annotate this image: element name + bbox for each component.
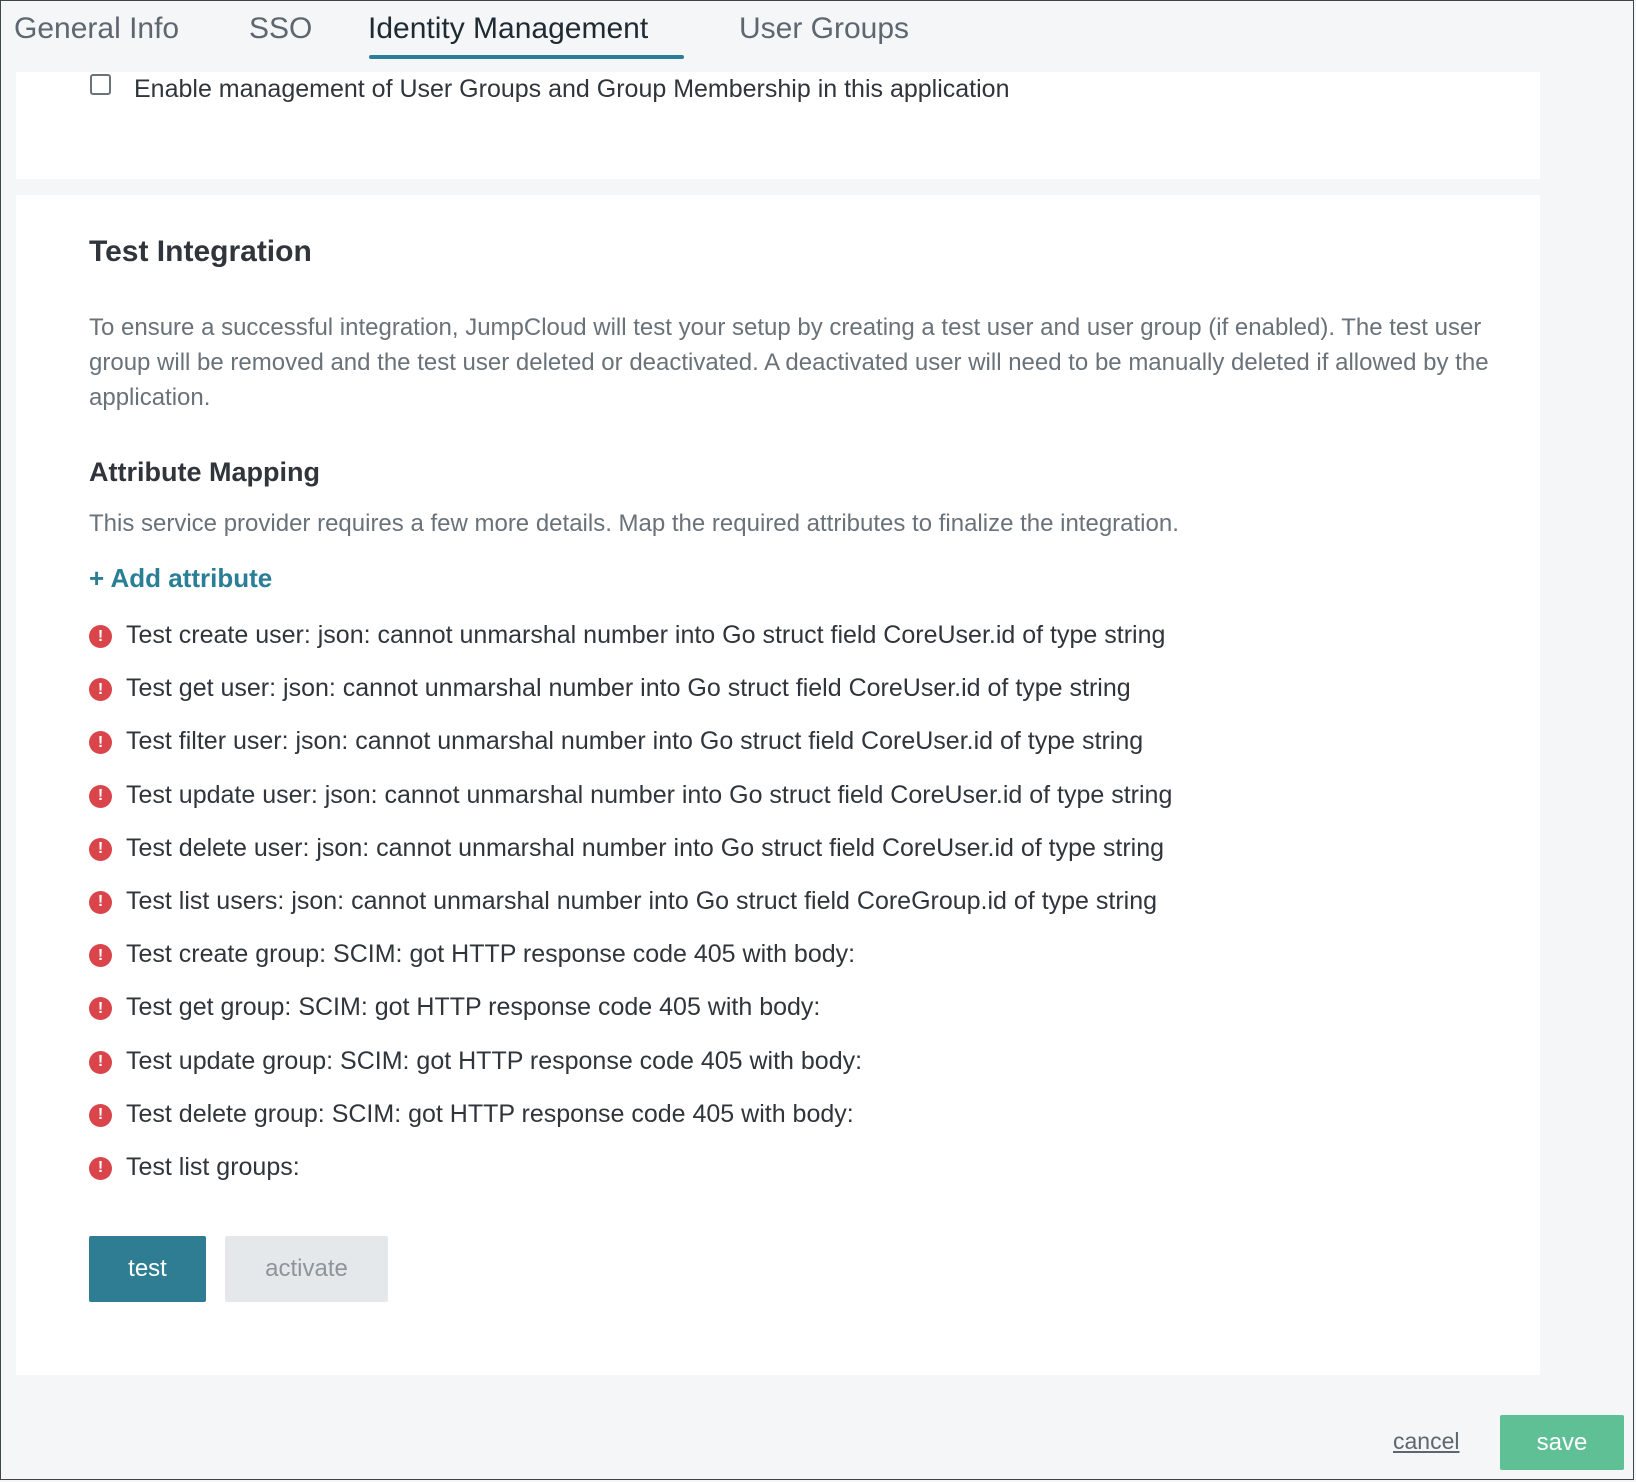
attribute-mapping-title: Attribute Mapping: [89, 457, 320, 487]
group-management-checkbox[interactable]: [90, 74, 111, 95]
error-item: [89, 1100, 1172, 1153]
exclamation-circle-icon: !: [89, 1104, 112, 1127]
error-item: [89, 887, 1172, 940]
group-management-card: [16, 72, 1540, 179]
exclamation-circle-icon: !: [89, 1051, 112, 1074]
tab-bar: [0, 0, 1636, 72]
error-item: [89, 940, 1172, 993]
exclamation-circle-icon: !: [89, 785, 112, 808]
active-tab-indicator: [369, 55, 684, 59]
exclamation-circle-icon: !: [89, 678, 112, 701]
error-text: Test update group: SCIM: got HTTP response code 405 with body:: [126, 1046, 863, 1075]
error-item: [89, 621, 1172, 674]
exclamation-circle-icon: !: [89, 731, 112, 754]
exclamation-circle-icon: !: [89, 838, 112, 861]
tab-user-groups[interactable]: User Groups: [739, 12, 910, 45]
error-text: Test list groups:: [126, 1152, 300, 1181]
error-item: [89, 781, 1172, 834]
attribute-mapping-description: This service provider requires a few more details. Map the required attributes to finalize the integration.: [89, 510, 1179, 537]
exclamation-circle-icon: !: [89, 891, 112, 914]
error-item: [89, 674, 1172, 727]
add-attribute-link[interactable]: + Add attribute: [89, 563, 273, 593]
error-item: [89, 1153, 1172, 1206]
error-text: Test list users: json: cannot unmarshal number into Go struct field CoreGroup.id of type string: [126, 886, 1158, 915]
error-item: [89, 834, 1172, 887]
tab-sso[interactable]: SSO: [249, 12, 313, 45]
exclamation-circle-icon: !: [89, 997, 112, 1020]
error-item: [89, 993, 1172, 1046]
test-integration-description: To ensure a successful integration, JumpCloud will test your setup by creating a test user and user group (if enabled). The test user group will be removed and the test user deleted or deactivated. A deactivated user will need to be manually deleted if allowed by the application.: [89, 314, 1489, 411]
error-item: [89, 1047, 1172, 1100]
error-text: Test create group: SCIM: got HTTP response code 405 with body:: [126, 940, 856, 969]
error-text: Test get user: json: cannot unmarshal number into Go struct field CoreUser.id of type string: [126, 674, 1131, 703]
tab-identity-management[interactable]: Identity Management: [368, 12, 649, 45]
test-integration-card: [16, 195, 1540, 1375]
error-text: Test delete group: SCIM: got HTTP response code 405 with body:: [126, 1099, 854, 1128]
cancel-link[interactable]: cancel: [1393, 1428, 1460, 1454]
error-text: Test filter user: json: cannot unmarshal number into Go struct field CoreUser.id of type string: [126, 727, 1144, 756]
test-button[interactable]: test: [89, 1236, 206, 1302]
error-item: [89, 727, 1172, 780]
test-integration-title: Test Integration: [89, 235, 312, 268]
error-text: Test delete user: json: cannot unmarshal number into Go struct field CoreUser.id of type string: [126, 833, 1165, 862]
save-button[interactable]: save: [1500, 1415, 1624, 1470]
exclamation-circle-icon: !: [89, 625, 112, 648]
test-error-list: [89, 621, 1172, 1206]
activate-button: activate: [225, 1236, 388, 1302]
group-management-label[interactable]: Enable management of User Groups and Group Membership in this application: [134, 75, 1010, 103]
exclamation-circle-icon: !: [89, 944, 112, 967]
tab-general-info[interactable]: General Info: [14, 12, 180, 45]
error-text: Test create user: json: cannot unmarshal number into Go struct field CoreUser.id of type string: [126, 621, 1166, 649]
error-text: Test get group: SCIM: got HTTP response code 405 with body:: [126, 993, 821, 1022]
exclamation-circle-icon: !: [89, 1157, 112, 1180]
error-text: Test update user: json: cannot unmarshal number into Go struct field CoreUser.id of type string: [126, 780, 1173, 809]
